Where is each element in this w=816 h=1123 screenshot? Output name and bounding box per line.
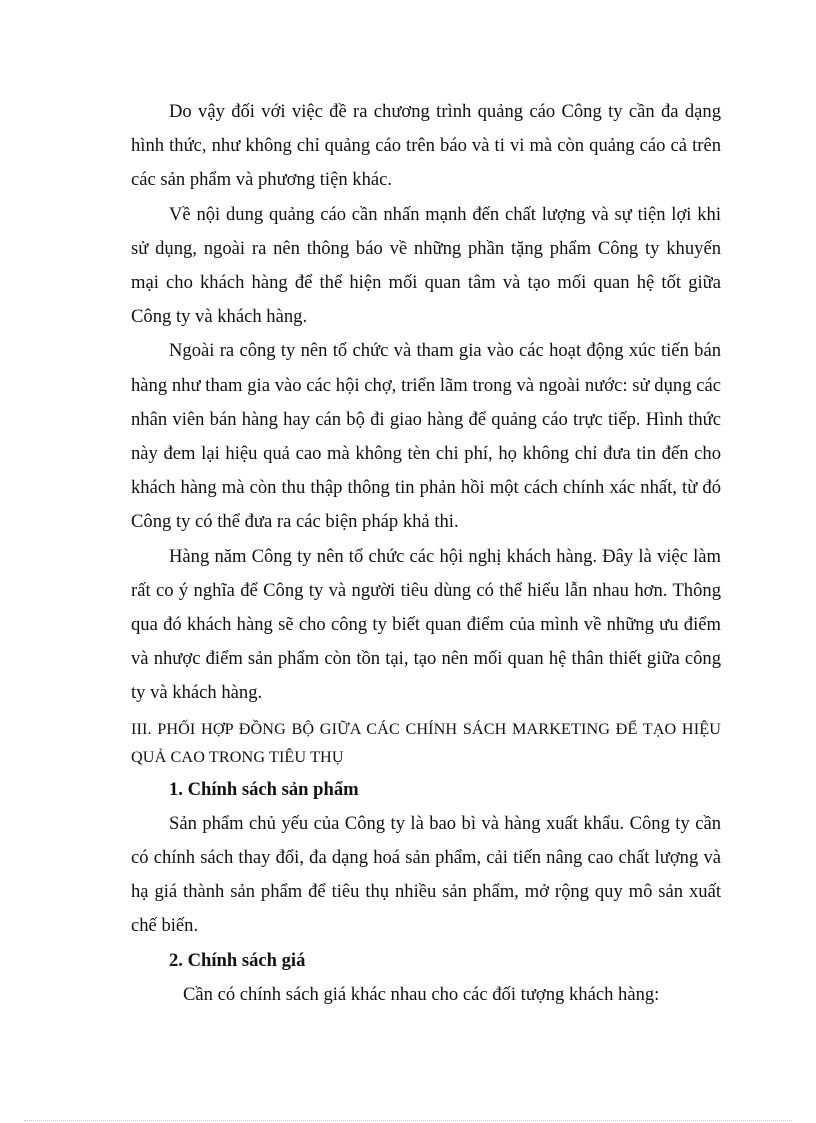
subheading-product-policy: 1. Chính sách sản phẩm bbox=[169, 778, 359, 800]
paragraph-customer-conference: Hàng năm Công ty nên tổ chức các hội nghị khách hàng. Đây là việc làm rất co ý nghĩa để Công ty và người tiêu dùng có thể hiểu lẫn nhau hơn. Thông qua đó khách hàng sẽ cho công ty biết quan điểm của mình về những ưu điểm và nhược điểm sản phẩm còn tồn tại, tạo nên mối quan hệ thân thiết giữa công ty và khách hàng. bbox=[131, 545, 721, 704]
document-body bbox=[131, 95, 721, 1012]
paragraph-advertising-content: Về nội dung quảng cáo cần nhấn mạnh đến chất lượng và sự tiện lợi khi sử dụng, ngoài ra nên thông báo về những phần tặng phẩm Công ty khuyến mại cho khách hàng để thể hiện mối quan tâm và tạo mối quan hệ tốt giữa Công ty và khách hàng. bbox=[131, 203, 721, 328]
paragraph-price-policy: Cần có chính sách giá khác nhau cho các đối tượng khách hàng: bbox=[183, 983, 660, 1005]
subheading-price-policy: 2. Chính sách giá bbox=[169, 949, 306, 971]
paragraph-sales-promotion: Ngoài ra công ty nên tổ chức và tham gia vào các hoạt động xúc tiến bán hàng như tham gia vào các hội chợ, triển lãm trong và ngoài nước: sử dụng các nhân viên bán hàng hay cán bộ đi giao hàng để quảng cáo trực tiếp. Hình thức này đem lại hiệu quả cao mà không tèn chi phí, họ không chỉ đưa tin đến cho khách hàng mà còn thu thập thông tin phản hồi một cách chính xác nhất, từ đó Công ty có thể đưa ra các biện pháp khả thi. bbox=[131, 340, 721, 533]
section-heading: III. PHỐI HỢP ĐỒNG BỘ GIỮA CÁC CHÍNH SÁCH MARKETING ĐỂ TẠO HIỆU QUẢ CAO TRONG TIÊU THỤ bbox=[131, 719, 721, 766]
paragraph-advertising-forms: Do vậy đối với việc đề ra chương trình quảng cáo Công ty cần đa dạng hình thức, như không chỉ quảng cáo trên báo và ti vi mà còn quảng cáo cả trên các sản phẩm và phương tiện khác. bbox=[131, 101, 721, 191]
page-bottom-rule bbox=[24, 1120, 792, 1121]
paragraph-product-policy: Sản phẩm chủ yếu của Công ty là bao bì và hàng xuất khẩu. Công ty cần có chính sách thay đổi, đa dạng hoá sản phẩm, cải tiến nâng cao chất lượng và hạ giá thành sản phẩm để tiêu thụ nhiều sản phẩm, mở rộng quy mô sản xuất chế biến. bbox=[131, 812, 721, 937]
